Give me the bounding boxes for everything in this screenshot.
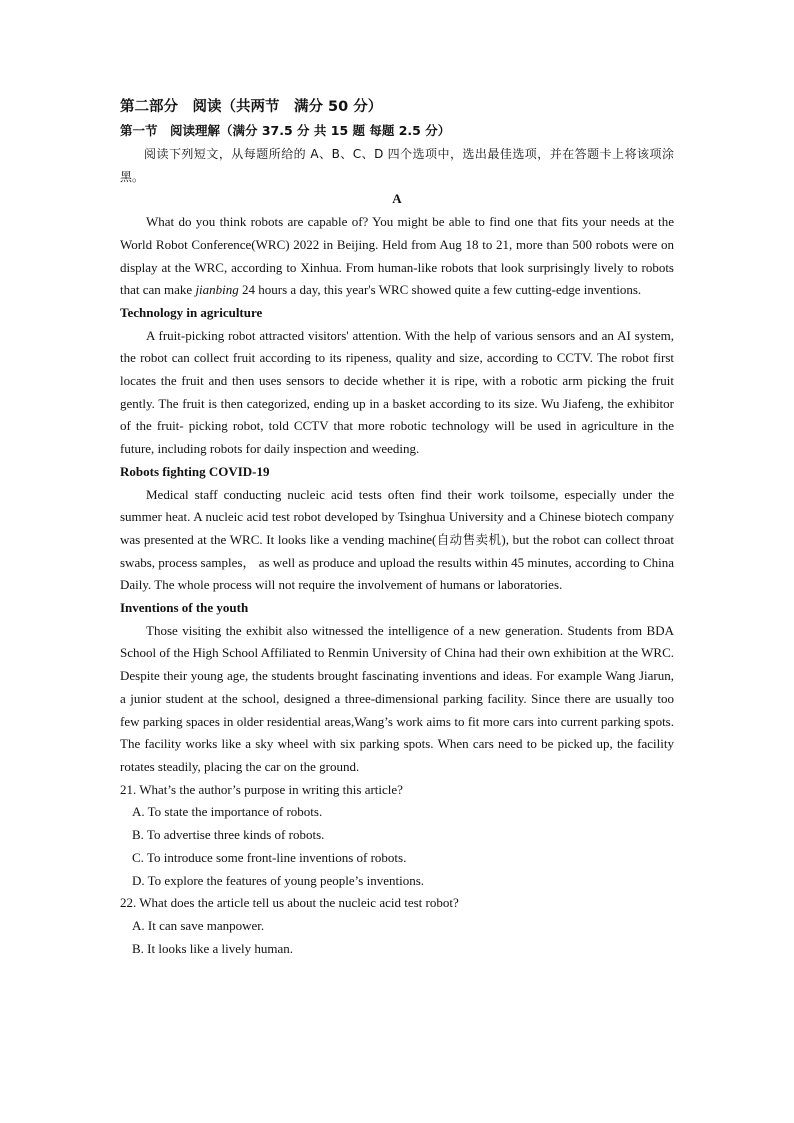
question-stem: 21. What’s the author’s purpose in writing this article?	[120, 781, 403, 797]
option-a: A. It can save manpower.	[132, 917, 265, 933]
italic-term: jianbing	[195, 282, 239, 298]
question-21	[120, 779, 674, 893]
passage-label: A	[392, 191, 402, 207]
option-a: A. To state the importance of robots.	[132, 804, 323, 820]
section-heading-agriculture: Technology in agriculture	[120, 304, 263, 320]
option-c: C. To introduce some front-line inventions of robots.	[132, 849, 407, 865]
question-22	[120, 892, 674, 960]
section-title: 第一节 阅读理解（满分 37.5 分 共 15 题 每题 2.5 分）	[120, 123, 451, 138]
exam-page	[120, 96, 674, 960]
section-paragraph-youth: Those visiting the exhibit also witnessed the intelligence of a new generation. Students from BDA School of the High School Affiliated to Renmin University of China had their own exhibition at the WRC. Despite their young age, the students brought fascinating inventions and ideas. For example Wang Jiarun, a junior student at the school, designed a three-dimensional parking facility. Since there are usually too few parking spaces in older residential areas,Wang’s work aims to fit more cars into current parking spots. The facility works like a sky wheel with six parking spots. When cars need to be picked up, the facility rotates steadily, placing the car on the ground.	[120, 622, 674, 774]
section-heading-covid: Robots fighting COVID-19	[120, 463, 270, 479]
option-b: B. It looks like a lively human.	[132, 940, 294, 956]
section-heading-youth: Inventions of the youth	[120, 600, 249, 616]
section-paragraph-covid	[120, 484, 674, 598]
option-b: B. To advertise three kinds of robots.	[132, 827, 325, 843]
covid-text-end: ), but the robot can collect throat swabs, process samples， as well as produce and upload the results within 45 minutes, according to China Daily. The whole process will not require the involvement of humans or laboratories.	[120, 531, 674, 593]
passage-intro-paragraph	[120, 211, 674, 302]
option-d: D. To explore the features of young people’s inventions.	[132, 872, 425, 888]
intro-text: What do you think robots are capable of? You might be able to find one that fits your needs at the World Robot Conference(WRC) 2022 in Beijing. Held from Aug 18 to 21, more than 500 robots were on display at the WRC, according to Xinhua. From human-like robots that look surprisingly lively to robots that can make	[120, 214, 674, 298]
part-title: 第二部分 阅读（共两节 满分 50 分）	[120, 99, 383, 115]
question-stem: 22. What does the article tell us about the nucleic acid test robot?	[120, 895, 459, 911]
section-paragraph-agriculture: A fruit-picking robot attracted visitors' attention. With the help of various sensors and an AI system, the robot can collect fruit according to its ripeness, quality and size, according to CCTV. The robot first locates the fruit and then uses sensors to decide whether it is ripe, with a robotic arm picking the fruit gently. The fruit is then categorized, ending up in a basket according to its size. Wu Jiafeng, the exhibitor of the fruit- picking robot, told CCTV that more robotic technology will be used in agriculture in the future, including robots for daily inspection and weeding.	[120, 327, 674, 457]
intro-text-end: 24 hours a day, this year's WRC showed quite a few cutting-edge inventions.	[238, 282, 642, 298]
covid-text: Medical staff conducting nucleic acid tests often find their work toilsome, especially under the summer heat. A nucleic acid test robot developed by Tsinghua University and a Chinese biotech company was presented at the WRC. It looks like a vending machine(	[120, 486, 674, 547]
instructions: 阅读下列短文，从每题所给的 A、B、C、D 四个选项中，选出最佳选项，并在答题卡上将该项涂黑。	[120, 147, 674, 184]
chinese-gloss: 自动售卖机	[436, 531, 502, 547]
